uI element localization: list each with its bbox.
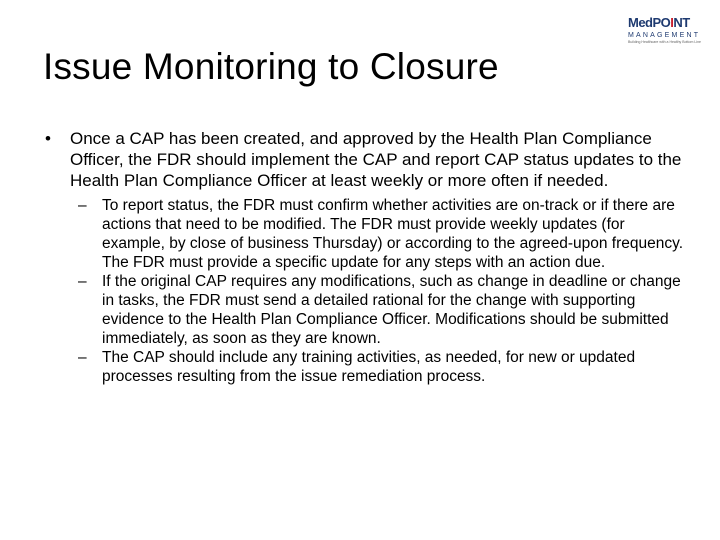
sub-bullet-item — [70, 348, 685, 386]
sub-bullet-text: If the original CAP requires any modifications, such as change in deadline or change in tasks, the FDR must send a detailed rational for the change with supporting evidence to the Health Plan Compliance Officer. Modifications should be submitted immediately, as soon as they are known. — [102, 273, 681, 347]
logo-subtitle: MANAGEMENT — [628, 32, 701, 39]
logo-brand-po: PO — [652, 15, 671, 30]
logo-wordmark — [628, 16, 700, 30]
logo-tagline: Building Healthcare with a Healthy Bottom Line — [628, 40, 701, 44]
sub-bullet-marker: – — [78, 349, 87, 366]
sub-bullet-item — [70, 196, 685, 272]
medpoint-logo — [628, 16, 700, 46]
slide-body — [45, 128, 685, 386]
sub-bullet-marker: – — [78, 273, 87, 290]
sub-bullet-text: To report status, the FDR must confirm whether activities are on-track or if there are actions that need to be modified. The FDR must provide weekly updates (for example, by close of business Thursday) or according to the agreed-upon frequency. The FDR must provide a specific update for any steps with an action due. — [102, 197, 684, 271]
logo-brand-nt: NT — [673, 15, 690, 30]
sub-bullet-marker: – — [78, 197, 87, 214]
logo-brand-med: Med — [628, 15, 653, 30]
sub-bullet-list — [70, 196, 685, 386]
bullet-item — [45, 128, 685, 191]
logo-brand-i: I — [670, 15, 674, 30]
bullet-text: Once a CAP has been created, and approved by the Health Plan Compliance Officer, the FDR should implement the CAP and report CAP status updates to the Health Plan Compliance Officer at least weekly or more often if needed. — [70, 129, 682, 190]
sub-bullet-item — [70, 272, 685, 348]
sub-bullet-text: The CAP should include any training activities, as needed, for new or updated processes resulting from the issue remediation process. — [102, 349, 636, 385]
slide-title: Issue Monitoring to Closure — [43, 46, 499, 87]
bullet-marker: • — [45, 129, 51, 148]
